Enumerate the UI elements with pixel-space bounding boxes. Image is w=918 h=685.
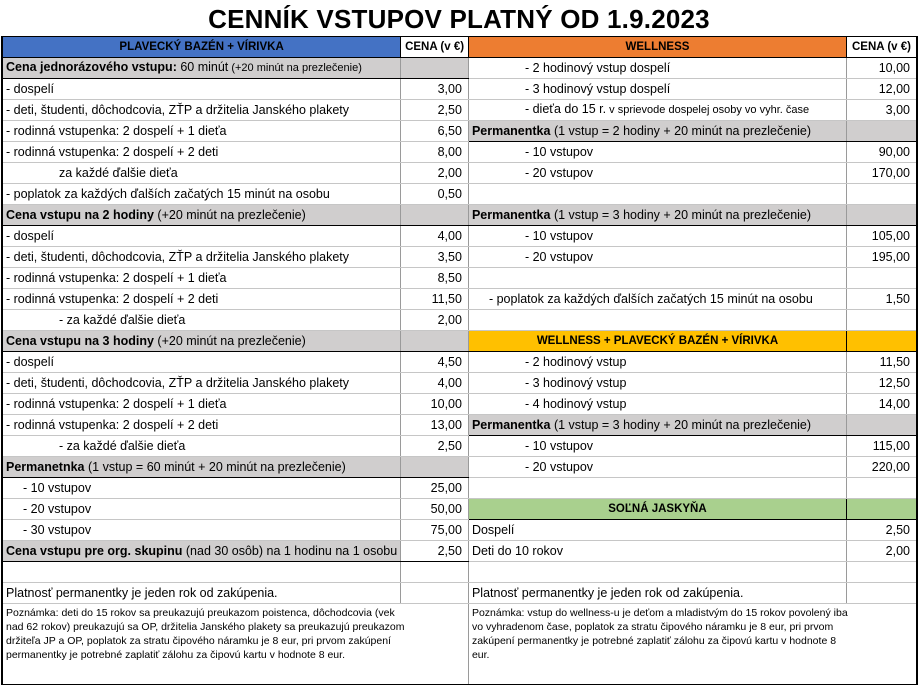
wellness-price: 1,50 [847, 289, 918, 310]
label-text: Dospelí [471, 522, 515, 537]
wellness-item [468, 541, 846, 562]
pool-price: 0,50 [401, 184, 469, 205]
label-text: - rodinná vstupenka: 2 dospelí + 1 dieťa [6, 270, 227, 285]
wellness-price: 3,00 [847, 100, 918, 121]
wellness-item [468, 79, 846, 100]
label-bold: Permanentka [471, 123, 551, 138]
wellness-price [847, 415, 918, 436]
pool-price [401, 58, 469, 79]
label-bold: Permanentka [471, 207, 551, 222]
pool-item [2, 205, 401, 226]
table-row [2, 394, 917, 415]
wellness-price: 2,00 [847, 541, 918, 562]
table-row [2, 541, 917, 562]
label-note: v sprievode dospelej osoby vo vyhr. čase [606, 104, 810, 116]
label-text: (1 vstup = 3 hodiny + 20 minút na prezlečenie) [550, 207, 812, 222]
section-price-cell [847, 499, 918, 520]
wellness-item [468, 373, 846, 394]
wellness-price [847, 121, 918, 142]
label-bold: Cena vstupu na 3 hodiny [6, 333, 154, 348]
wellness-price: 115,00 [847, 436, 918, 457]
label-text: Platnosť permanentky je jeden rok od zakúpenia. [471, 585, 744, 600]
pool-item [2, 478, 401, 499]
table-row [2, 247, 917, 268]
pool-price: 8,50 [401, 268, 469, 289]
wellness-item [468, 562, 846, 583]
wellness-price [847, 184, 918, 205]
wellness-item [468, 520, 846, 541]
page-title: CENNÍK VSTUPOV PLATNÝ OD 1.9.2023 [208, 4, 710, 34]
pool-item [2, 163, 401, 184]
label-text: (+20 minút na prezlečenie) [153, 207, 306, 222]
pool-item [2, 583, 401, 604]
pool-price [401, 331, 469, 352]
wellness-price [847, 310, 918, 331]
wellness-item [468, 352, 846, 373]
wellness-price-header: CENA (v €) [847, 37, 918, 58]
wellness-price: 12,00 [847, 79, 918, 100]
label-text: - deti, študenti, dôchodcovia, ZŤP a držitelia Janského plakety [6, 102, 350, 117]
table-row [2, 163, 917, 184]
label-text: 60 minút [176, 60, 229, 74]
wellness-price [847, 268, 918, 289]
table-row [2, 499, 917, 520]
table-row [2, 184, 917, 205]
table-row [2, 205, 917, 226]
table-row [2, 79, 917, 100]
pool-price [401, 562, 469, 583]
pool-price: 6,50 [401, 121, 469, 142]
label-text: - 20 vstupov [524, 165, 594, 180]
label-text: - rodinná vstupenka: 2 dospelí + 1 dieťa [6, 123, 227, 138]
pool-item [2, 121, 401, 142]
pool-item [2, 562, 401, 583]
label-text: - za každé ďalšie dieťa [59, 312, 186, 327]
wellness-price: 90,00 [847, 142, 918, 163]
label-text: Deti do 10 rokov [471, 543, 563, 558]
wellness-item [468, 58, 846, 79]
wellness-item [468, 268, 846, 289]
label-text: (1 vstup = 3 hodiny + 20 minút na prezlečenie) [550, 417, 812, 432]
table-row [2, 226, 917, 247]
table-row [2, 289, 917, 310]
label-bold: Cena vstupu na 2 hodiny [6, 207, 154, 222]
pool-item [2, 352, 401, 373]
wellness-price: 12,50 [847, 373, 918, 394]
pool-price: 10,00 [401, 394, 469, 415]
wellness-item [468, 247, 846, 268]
wellness-note: Poznámka: vstup do wellness-u je deťom a mladistvým do 15 rokov povolený iba vo vyhradenom čase, poplatok za stratu čipového náramku je 8 eur, pri prvom zakúpení permanentky je potrebné zaplatiť zálohu za čipovú kartu v hodnote 8 eur. [468, 604, 917, 685]
label-bold: Permanentka [471, 417, 551, 432]
table-row [2, 436, 917, 457]
table-row [2, 310, 917, 331]
wellness-item [468, 583, 846, 604]
pool-item [2, 520, 401, 541]
wellness-item [468, 289, 846, 310]
wellness-price: 170,00 [847, 163, 918, 184]
wellness-item [468, 100, 846, 121]
label-text: - 10 vstupov [23, 480, 92, 495]
pool-price: 3,50 [401, 247, 469, 268]
pool-price: 25,00 [401, 478, 469, 499]
pool-header: PLAVECKÝ BAZÉN + VÍRIVKA [2, 37, 401, 58]
label-text: - dospelí [6, 354, 54, 369]
label-text: (1 vstup = 2 hodiny + 20 minút na prezlečenie) [550, 123, 812, 138]
pool-note: Poznámka: deti do 15 rokov sa preukazujú preukazom poistenca, dôchodcovia (vek nad 62 rokov) preukazujú sa OP, držitelia Janského plakety sa preukazujú preukazom držiteľa JP a OP, poplatok za stratu čipového náramku je 8 eur, pri prvom zakúpení permanentky je potrebné zaplatiť zálohu za čipovú kartu v hodnote 8 eur. [2, 604, 468, 685]
label-bold: Cena jednorázového vstupu: [6, 60, 177, 74]
pool-item [2, 184, 401, 205]
table-row [2, 457, 917, 478]
table-row [2, 100, 917, 121]
pool-price: 4,00 [401, 226, 469, 247]
wellness-item [468, 226, 846, 247]
wellness-item [468, 184, 846, 205]
wellness-price: 105,00 [847, 226, 918, 247]
pool-price: 3,00 [401, 79, 469, 100]
pool-price [401, 583, 469, 604]
wellness-price: 14,00 [847, 394, 918, 415]
wellness-price: 11,50 [847, 352, 918, 373]
label-text: (1 vstup = 60 minút + 20 minút na prezlečenie) [84, 459, 346, 474]
label-text: - rodinná vstupenka: 2 dospelí + 2 deti [6, 291, 219, 306]
table-row [2, 352, 917, 373]
pool-price: 2,00 [401, 310, 469, 331]
wellness-item [468, 205, 846, 226]
pool-price: 13,00 [401, 415, 469, 436]
label-bold: Permanetnka [6, 459, 85, 474]
label-text: (+20 minút na prezlečenie) [153, 333, 306, 348]
table-row [2, 121, 917, 142]
header-row [2, 37, 917, 58]
wellness-item [468, 394, 846, 415]
wellness-item [468, 163, 846, 184]
pool-item [2, 373, 401, 394]
table-row [2, 58, 917, 79]
wellness-item [468, 457, 846, 478]
pool-item [2, 541, 401, 562]
pool-item [2, 310, 401, 331]
label-text: - poplatok za každých ďalších začatých 15 minút na osobu [488, 291, 813, 306]
pool-item [2, 331, 401, 352]
label-text: - 20 vstupov [524, 249, 594, 264]
label-text: - poplatok za každých ďalších začatých 15 minút na osobu [6, 186, 330, 201]
label-text: - deti, študenti, dôchodcovia, ZŤP a držitelia Janského plakety [6, 249, 350, 264]
pool-price [401, 205, 469, 226]
label-text: - 10 vstupov [524, 228, 594, 243]
label-text: - 2 hodinový vstup dospelí [524, 60, 671, 75]
section-header: WELLNESS + PLAVECKÝ BAZÉN + VÍRIVKA [468, 331, 846, 352]
pool-item [2, 415, 401, 436]
wellness-header: WELLNESS [468, 37, 846, 58]
wellness-price: 220,00 [847, 457, 918, 478]
pool-item [2, 142, 401, 163]
table-row [2, 562, 917, 583]
label-text: Platnosť permanentky je jeden rok od zakúpenia. [6, 585, 278, 600]
pool-price: 50,00 [401, 499, 469, 520]
table-row [2, 268, 917, 289]
label-text: - 20 vstupov [23, 501, 92, 516]
price-table [1, 36, 918, 685]
label-text: - rodinná vstupenka: 2 dospelí + 1 dieťa [6, 396, 227, 411]
pool-item [2, 100, 401, 121]
label-text: za každé ďalšie dieťa [59, 165, 178, 180]
wellness-price [847, 562, 918, 583]
table-row [2, 331, 917, 352]
table-row [2, 583, 917, 604]
table-row [2, 478, 917, 499]
pool-item [2, 247, 401, 268]
pool-price-header: CENA (v €) [401, 37, 469, 58]
wellness-price: 2,50 [847, 520, 918, 541]
label-text: - dospelí [6, 81, 54, 96]
pool-price: 2,00 [401, 163, 469, 184]
label-text: - 4 hodinový vstup [524, 396, 627, 411]
label-text: (nad 30 osôb) na 1 hodinu na 1 osobu [182, 543, 398, 558]
pool-item [2, 394, 401, 415]
label-text: - deti, študenti, dôchodcovia, ZŤP a držitelia Janského plakety [6, 375, 350, 390]
wellness-item [468, 478, 846, 499]
section-header: SOĽNÁ JASKYŇA [468, 499, 846, 520]
label-text: - dieťa do 15 r. [524, 102, 607, 116]
label-text: - za každé ďalšie dieťa [59, 438, 186, 453]
label-text: - 3 hodinový vstup [524, 375, 627, 390]
label-text: - dospelí [6, 228, 54, 243]
label-text: - 3 hodinový vstup dospelí [524, 81, 671, 96]
label-text: - 10 vstupov [524, 144, 594, 159]
label-text: - rodinná vstupenka: 2 dospelí + 2 deti [6, 144, 219, 159]
wellness-item [468, 310, 846, 331]
pool-item [2, 268, 401, 289]
table-row [2, 520, 917, 541]
wellness-item [468, 436, 846, 457]
wellness-price [847, 478, 918, 499]
table-row [2, 415, 917, 436]
pool-price: 4,00 [401, 373, 469, 394]
table-row [2, 373, 917, 394]
label-text: - 30 vstupov [23, 522, 92, 537]
wellness-item [468, 415, 846, 436]
pool-item [2, 436, 401, 457]
pool-item [2, 499, 401, 520]
label-note: (+20 minút na prezlečenie) [228, 62, 362, 74]
pool-item [2, 58, 401, 79]
notes-row [2, 604, 917, 685]
label-bold: Cena vstupu pre org. skupinu [6, 543, 183, 558]
pool-item [2, 79, 401, 100]
pool-price: 8,00 [401, 142, 469, 163]
wellness-price [847, 583, 918, 604]
wellness-price [847, 205, 918, 226]
wellness-item [468, 121, 846, 142]
pool-price: 75,00 [401, 520, 469, 541]
pool-price: 11,50 [401, 289, 469, 310]
label-text: - rodinná vstupenka: 2 dospelí + 2 deti [6, 417, 219, 432]
wellness-item [468, 142, 846, 163]
pool-item [2, 226, 401, 247]
wellness-price: 10,00 [847, 58, 918, 79]
label-text: - 10 vstupov [524, 438, 594, 453]
pool-price: 2,50 [401, 541, 469, 562]
pool-price: 4,50 [401, 352, 469, 373]
table-row [2, 142, 917, 163]
pool-price [401, 457, 469, 478]
pool-price: 2,50 [401, 100, 469, 121]
wellness-price: 195,00 [847, 247, 918, 268]
pool-item [2, 457, 401, 478]
label-text: - 2 hodinový vstup [524, 354, 627, 369]
label-text: - 20 vstupov [524, 459, 594, 474]
pool-price: 2,50 [401, 436, 469, 457]
pool-item [2, 289, 401, 310]
section-price-cell [847, 331, 918, 352]
